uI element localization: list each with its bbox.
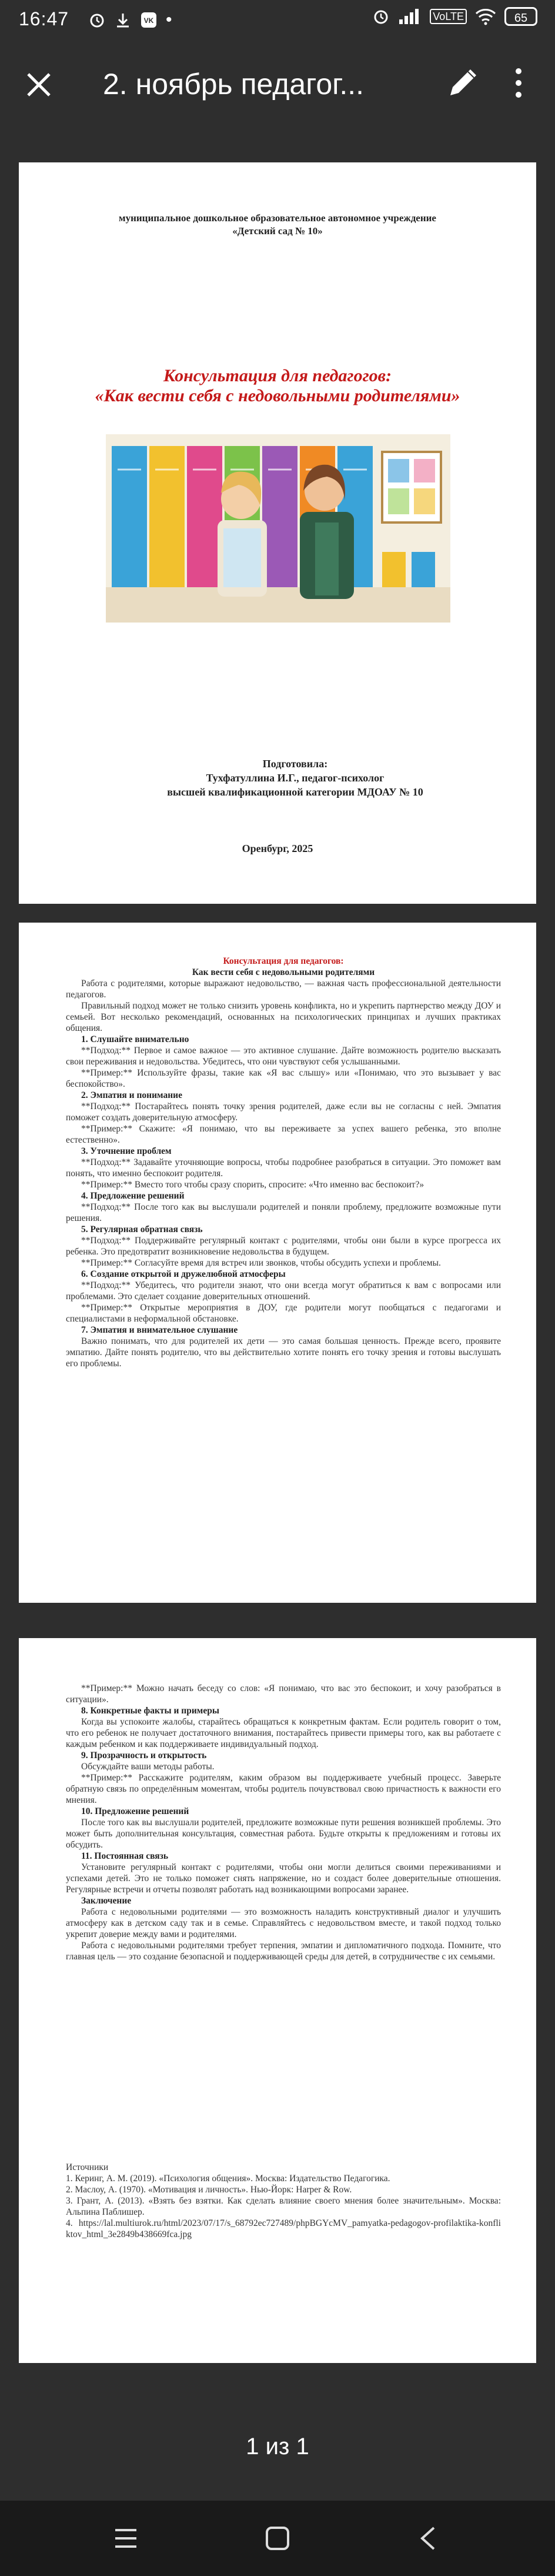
pencil-icon xyxy=(442,62,483,104)
section-heading: 8. Конкретные факты и примеры xyxy=(81,1706,219,1716)
source-link-prefix: 4. xyxy=(66,2218,73,2228)
section-heading: Заключение xyxy=(81,1896,132,1906)
organization-header xyxy=(54,212,501,238)
volte-badge: VoLTE xyxy=(430,9,467,24)
wifi-icon xyxy=(475,8,496,25)
paragraph: **Пример:** Открытые мероприятия в ДОУ, где родители могут пообщаться с педагогами и специалистами в неформальной обстановке. xyxy=(66,1303,501,1324)
paragraph: **Подход:** Убедитесь, что родители знают, что они всегда могут обратиться к вам с вопросами или проблемами. Это сделает создание доверительных отношений. xyxy=(66,1280,501,1302)
signal-bars-icon xyxy=(398,8,422,25)
section-heading: 10. Предложение решений xyxy=(81,1806,189,1816)
section-heading: 6. Создание открытой и дружелюбной атмосферы xyxy=(81,1269,286,1279)
prepared-by xyxy=(89,757,501,799)
page-3-text xyxy=(66,1683,501,1962)
section-heading: 5. Регулярная обратная связь xyxy=(81,1224,203,1234)
prepared-name: Тухфатуллина И.Г., педагог-психолог xyxy=(206,772,385,784)
prepared-category: высшей квалификационной категории МДОАУ № 10 xyxy=(167,786,423,798)
document-page-2[interactable] xyxy=(19,923,536,1603)
back-icon[interactable] xyxy=(415,2524,443,2552)
title-line-2: «Как вести себя с недовольными родителями» xyxy=(95,386,460,405)
paragraph: Обсуждайте ваши методы работы. xyxy=(81,1762,215,1772)
teachers-illustration xyxy=(106,434,450,623)
status-left-icons xyxy=(88,8,172,32)
source-link-item xyxy=(66,2218,501,2240)
paragraph: **Подход:** После того как вы выслушали родителей и поняли проблему, предложите возможные пути решения. xyxy=(66,1202,501,1223)
paragraph: Правильный подход может не только снизить уровень конфликта, но и укрепить партнерство между ДОУ и семьей. Вот несколько рекомендаций, основанных на психологических принципах и лучших практиках общения. xyxy=(66,1001,501,1033)
paragraph: **Пример:** Расскажите родителям, каким образом вы поддерживаете учебный процесс. Заверьте обратную связь по определённым моментам, чтобы родитель почувствовал свою причастность к важности его мнения. xyxy=(66,1773,501,1805)
page-2-text xyxy=(66,956,501,1369)
document-page-3[interactable] xyxy=(19,1638,536,2363)
recents-icon[interactable] xyxy=(112,2524,140,2552)
alarm-icon xyxy=(88,11,106,29)
status-time: 16:47 xyxy=(19,8,69,29)
section-heading: 11. Постоянная связь xyxy=(81,1851,169,1861)
title-line-1: Консультация для педагогов: xyxy=(163,366,392,385)
edit-button[interactable] xyxy=(442,62,487,107)
dot-icon: • xyxy=(166,10,172,29)
status-right-icons xyxy=(372,7,537,26)
section-heading: 1. Слушайте внимательно xyxy=(81,1034,189,1044)
paragraph: **Пример:** Согласуйте время для встреч или звонков, чтобы обсудить успехи и проблемы. xyxy=(81,1258,441,1268)
paragraph: Работа с недовольными родителями — это возможность наладить конструктивный диалог и улучшить атмосферу как в детском саду так и в семье. Справляйтесь с недовольством вместе, и такой подход только укрепит доверие между вами и родителями. xyxy=(66,1907,501,1939)
section-heading: 7. Эмпатия и внимательное слушание xyxy=(81,1325,238,1335)
prepared-label: Подготовила: xyxy=(262,758,328,770)
section-heading: 2. Эмпатия и понимание xyxy=(81,1090,182,1100)
section-heading: 4. Предложение решений xyxy=(81,1191,185,1201)
page-2-heading-2: Как вести себя с недовольными родителями xyxy=(192,967,375,977)
alarm-clock-icon xyxy=(372,8,390,25)
paragraph: **Пример:** Вместо того чтобы сразу спорить, спросите: «Что именно вас беспокоит?» xyxy=(81,1180,424,1190)
page-indicator: 1 из 1 xyxy=(246,2434,309,2459)
paragraph: Когда вы успокоите жалобы, старайтесь обращаться к конкретным фактам. Если родитель говорит о том, что его ребенок не получает достаточного внимания, постарайтесь привести примеры того, как вы работаете с каждым ребенком и как поддерживаете индивидуальный подход. xyxy=(66,1717,501,1749)
paragraph: **Пример:** Используйте фразы, такие как «Я вас слышу» или «Понимаю, что это вызывает у вас беспокойство». xyxy=(66,1068,501,1089)
sources-title: Источники xyxy=(66,2162,109,2172)
status-bar xyxy=(0,0,555,41)
document-title: 2. ноябрь педагог... xyxy=(103,68,364,101)
org-line-2: «Детский сад № 10» xyxy=(232,225,323,237)
more-vert-icon xyxy=(507,62,530,104)
vk-icon xyxy=(140,11,158,29)
close-icon xyxy=(21,67,56,102)
close-button[interactable] xyxy=(16,62,61,107)
app-bar xyxy=(0,41,555,129)
more-options-button[interactable] xyxy=(501,62,536,107)
document-main-title xyxy=(54,366,501,406)
paragraph: **Подход:** Постарайтесь понять точку зрения родителей, даже если вы не согласны с ней. Эмпатия поможет создать доверительную атмосферу. xyxy=(66,1101,501,1123)
system-navigation-bar xyxy=(0,2501,555,2576)
sources-section xyxy=(66,2162,501,2240)
paragraph: **Подход:** Первое и самое важное — это активное слушание. Дайте возможность родителю высказать свои переживания и недовольства. Убедитесь, что они чувствуют себя услышанными. xyxy=(66,1046,501,1067)
download-icon xyxy=(114,11,132,29)
paragraph: Важно понимать, что для родителей их дети — это самая большая ценность. Прежде всего, проявите эмпатию. Дайте понять родителю, что вы действительно хотите понять его точку зрения и готовы выслушать его проблемы. xyxy=(66,1336,501,1369)
city-year: Оренбург, 2025 xyxy=(242,843,313,854)
source-item: 2. Маслоу, А. (1970). «Мотивация и личность». Нью-Йорк: Harper & Row. xyxy=(66,2185,352,2195)
paragraph: **Пример:** Можно начать беседу со слов: «Я понимаю, что вас это беспокоит, и хочу разобраться в ситуации». xyxy=(66,1683,501,1705)
svg-text:VK: VK xyxy=(143,16,154,25)
paragraph: **Подход:** Поддерживайте регулярный контакт с родителями, чтобы они были в курсе прогресса их ребенка. Это предотвратит возникновение недовольства в будущем. xyxy=(66,1236,501,1257)
paragraph: **Подход:** Задавайте уточняющие вопросы, чтобы подробнее разобраться в ситуации. Это поможет вам понять, что именно беспокоит родителя. xyxy=(66,1157,501,1179)
section-heading: 9. Прозрачность и открытость xyxy=(81,1750,207,1760)
home-icon[interactable] xyxy=(263,2524,292,2552)
paragraph: **Пример:** Скажите: «Я понимаю, что вы переживаете за успех вашего ребенка, это вполне естественно». xyxy=(66,1124,501,1145)
document-page-1[interactable] xyxy=(19,162,536,904)
paragraph: После того как вы выслушали родителей, предложите возможные пути решения возникшей проблемы. Это может быть дополнительная консультация, совместная работа. Будьте открыты к предложениям и готовы их обсудить. xyxy=(66,1818,501,1850)
org-line-1: муниципальное дошкольное образовательное автономное учреждение xyxy=(119,212,436,224)
source-item: 1. Керинг, А. М. (2019). «Психология общения». Москва: Издательство Педагогика. xyxy=(66,2174,390,2184)
page-2-heading-1: Консультация для педагогов: xyxy=(223,956,344,966)
paragraph: Работа с родителями, которые выражают недовольство, — важная часть профессиональной деятельности педагогов. xyxy=(66,979,501,1000)
source-item: 3. Грант, А. (2013). «Взять без взятки. Как сделать влияние своего мнения более значительным». Москва: Альпина Паблишер. xyxy=(66,2196,501,2217)
paragraph: Работа с недовольными родителями требует терпения, эмпатии и дипломатичного подхода. Помните, что главная цель — это создание безопасной и поддерживающей среды для детей, в сотрудничестве с их семьями. xyxy=(66,1941,501,1962)
source-link[interactable]: https://lal.multiurok.ru/html/2023/07/17/s_68792ec727489/phpBGYcMV_pamyatka-pedagogov-profilaktika-konfliktov_html_3e2849b438669fca.jpg xyxy=(66,2218,501,2239)
section-heading: 3. Уточнение проблем xyxy=(81,1146,172,1156)
paragraph: Установите регулярный контакт с родителями, чтобы они могли делиться своими переживаниями и успехами детей. Это не только поможет снять напряжение, но и создаст более доверительные отношения. Регулярные встречи и отчеты позволят работать над возникающими вопросами заранее. xyxy=(66,1862,501,1895)
battery-icon: 65 xyxy=(504,7,537,26)
sources-list xyxy=(66,2173,501,2218)
